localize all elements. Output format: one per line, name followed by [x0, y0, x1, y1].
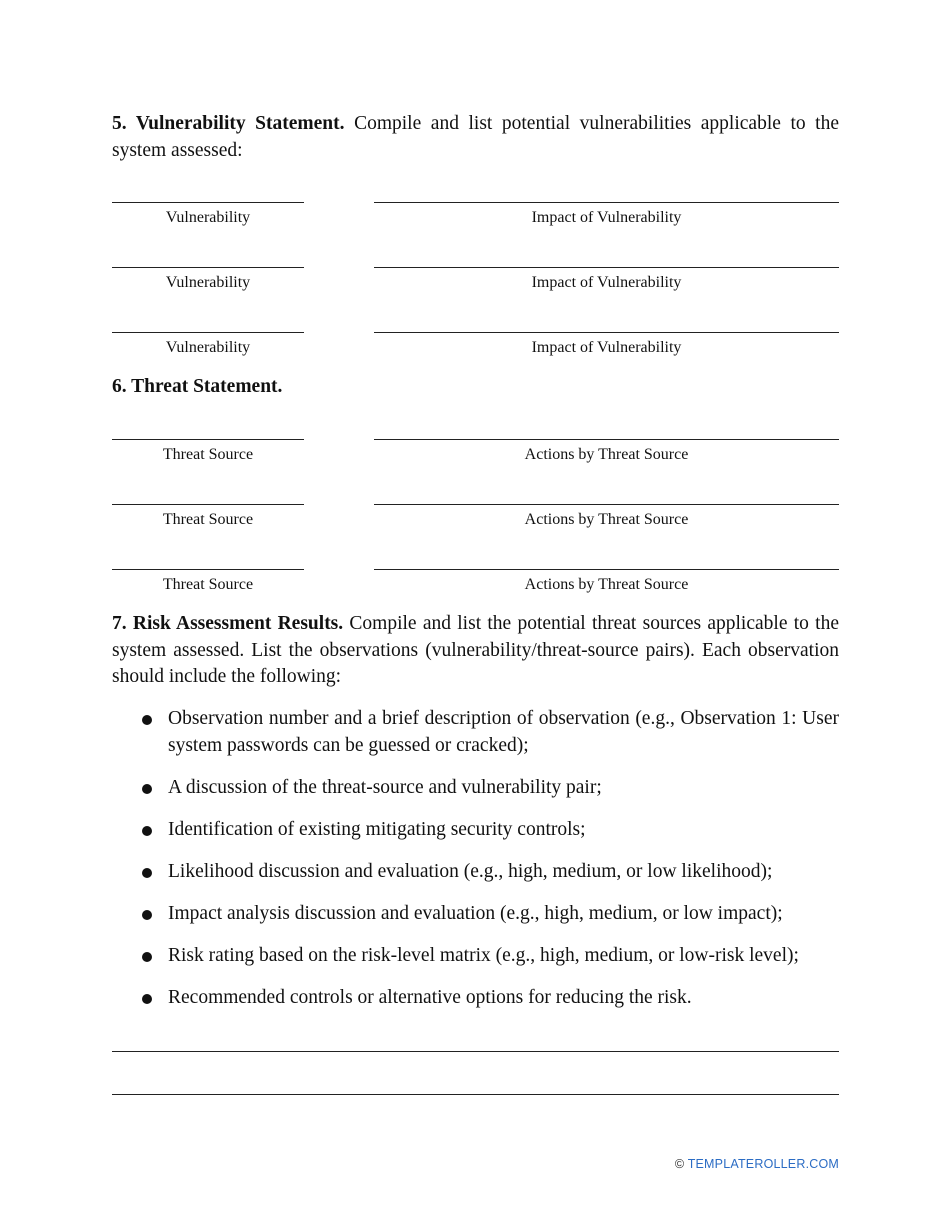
list-item: Risk rating based on the risk-level matrix (e.g., high, medium, or low-risk level);	[112, 943, 839, 970]
threat-row	[112, 439, 839, 479]
section-7-title: 7. Risk Assessment Results.	[112, 613, 344, 634]
threat-actions-blank-line[interactable]	[374, 439, 839, 440]
threat-source-blank-line[interactable]	[112, 439, 304, 440]
vulnerability-blank-line[interactable]	[112, 202, 304, 203]
threat-source-caption: Threat Source	[162, 576, 254, 593]
vulnerability-caption: Vulnerability	[165, 209, 251, 226]
bullet-icon	[142, 784, 152, 794]
vulnerability-blank-line[interactable]	[112, 267, 304, 268]
threat-row	[112, 569, 839, 609]
list-item: Observation number and a brief description of observation (e.g., Observation 1: User system passwords can be guessed or cracked);	[112, 706, 839, 759]
list-item: Identification of existing mitigating security controls;	[112, 817, 839, 844]
bullet-icon	[142, 952, 152, 962]
impact-blank-line[interactable]	[374, 332, 839, 333]
list-item: Impact analysis discussion and evaluation (e.g., high, medium, or low impact);	[112, 901, 839, 928]
impact-caption: Impact of Vulnerability	[531, 339, 682, 356]
list-item: A discussion of the threat-source and vulnerability pair;	[112, 775, 839, 802]
threat-actions-blank-line[interactable]	[374, 569, 839, 570]
bullet-icon	[142, 910, 152, 920]
threat-source-caption: Threat Source	[162, 511, 254, 528]
impact-caption: Impact of Vulnerability	[531, 209, 682, 226]
vulnerability-caption: Vulnerability	[165, 274, 251, 291]
section-6-title: 6. Threat Statement.	[112, 376, 283, 397]
vulnerability-blank-line[interactable]	[112, 332, 304, 333]
vulnerability-row	[112, 202, 839, 242]
bullet-icon	[142, 826, 152, 836]
vulnerability-caption: Vulnerability	[165, 339, 251, 356]
observation-list	[112, 706, 839, 1027]
threat-row	[112, 504, 839, 544]
bullet-icon	[142, 715, 152, 725]
notes-blank-line[interactable]	[112, 1094, 839, 1095]
threat-source-blank-line[interactable]	[112, 569, 304, 570]
section-5-text: Compile and list potential vulnerabilities applicable to the system assessed:	[112, 113, 839, 161]
threat-source-caption: Threat Source	[162, 446, 254, 463]
vulnerability-row	[112, 267, 839, 307]
copyright-symbol: ©	[674, 1157, 685, 1171]
vulnerability-row	[112, 332, 839, 372]
impact-caption: Impact of Vulnerability	[531, 274, 682, 291]
impact-blank-line[interactable]	[374, 202, 839, 203]
section-5-paragraph	[112, 111, 839, 164]
section-7-paragraph	[112, 611, 839, 691]
brand-link[interactable]: TEMPLATEROLLER.COM	[687, 1157, 839, 1171]
impact-blank-line[interactable]	[374, 267, 839, 268]
section-5-title: 5. Vulnerability Statement.	[112, 113, 345, 134]
threat-actions-caption: Actions by Threat Source	[524, 511, 689, 528]
threat-source-blank-line[interactable]	[112, 504, 304, 505]
threat-actions-blank-line[interactable]	[374, 504, 839, 505]
list-item: Likelihood discussion and evaluation (e.g., high, medium, or low likelihood);	[112, 859, 839, 886]
bullet-icon	[142, 994, 152, 1004]
bullet-icon	[142, 868, 152, 878]
list-item: Recommended controls or alternative options for reducing the risk.	[112, 985, 839, 1012]
threat-actions-caption: Actions by Threat Source	[524, 576, 689, 593]
threat-actions-caption: Actions by Threat Source	[524, 446, 689, 463]
notes-blank-line[interactable]	[112, 1051, 839, 1052]
footer-brand	[675, 1157, 839, 1171]
section-7-text: Compile and list the potential threat sources applicable to the system assessed. List the observations (vulnerability/threat-source pairs). Each observation should include the following:	[112, 613, 839, 687]
